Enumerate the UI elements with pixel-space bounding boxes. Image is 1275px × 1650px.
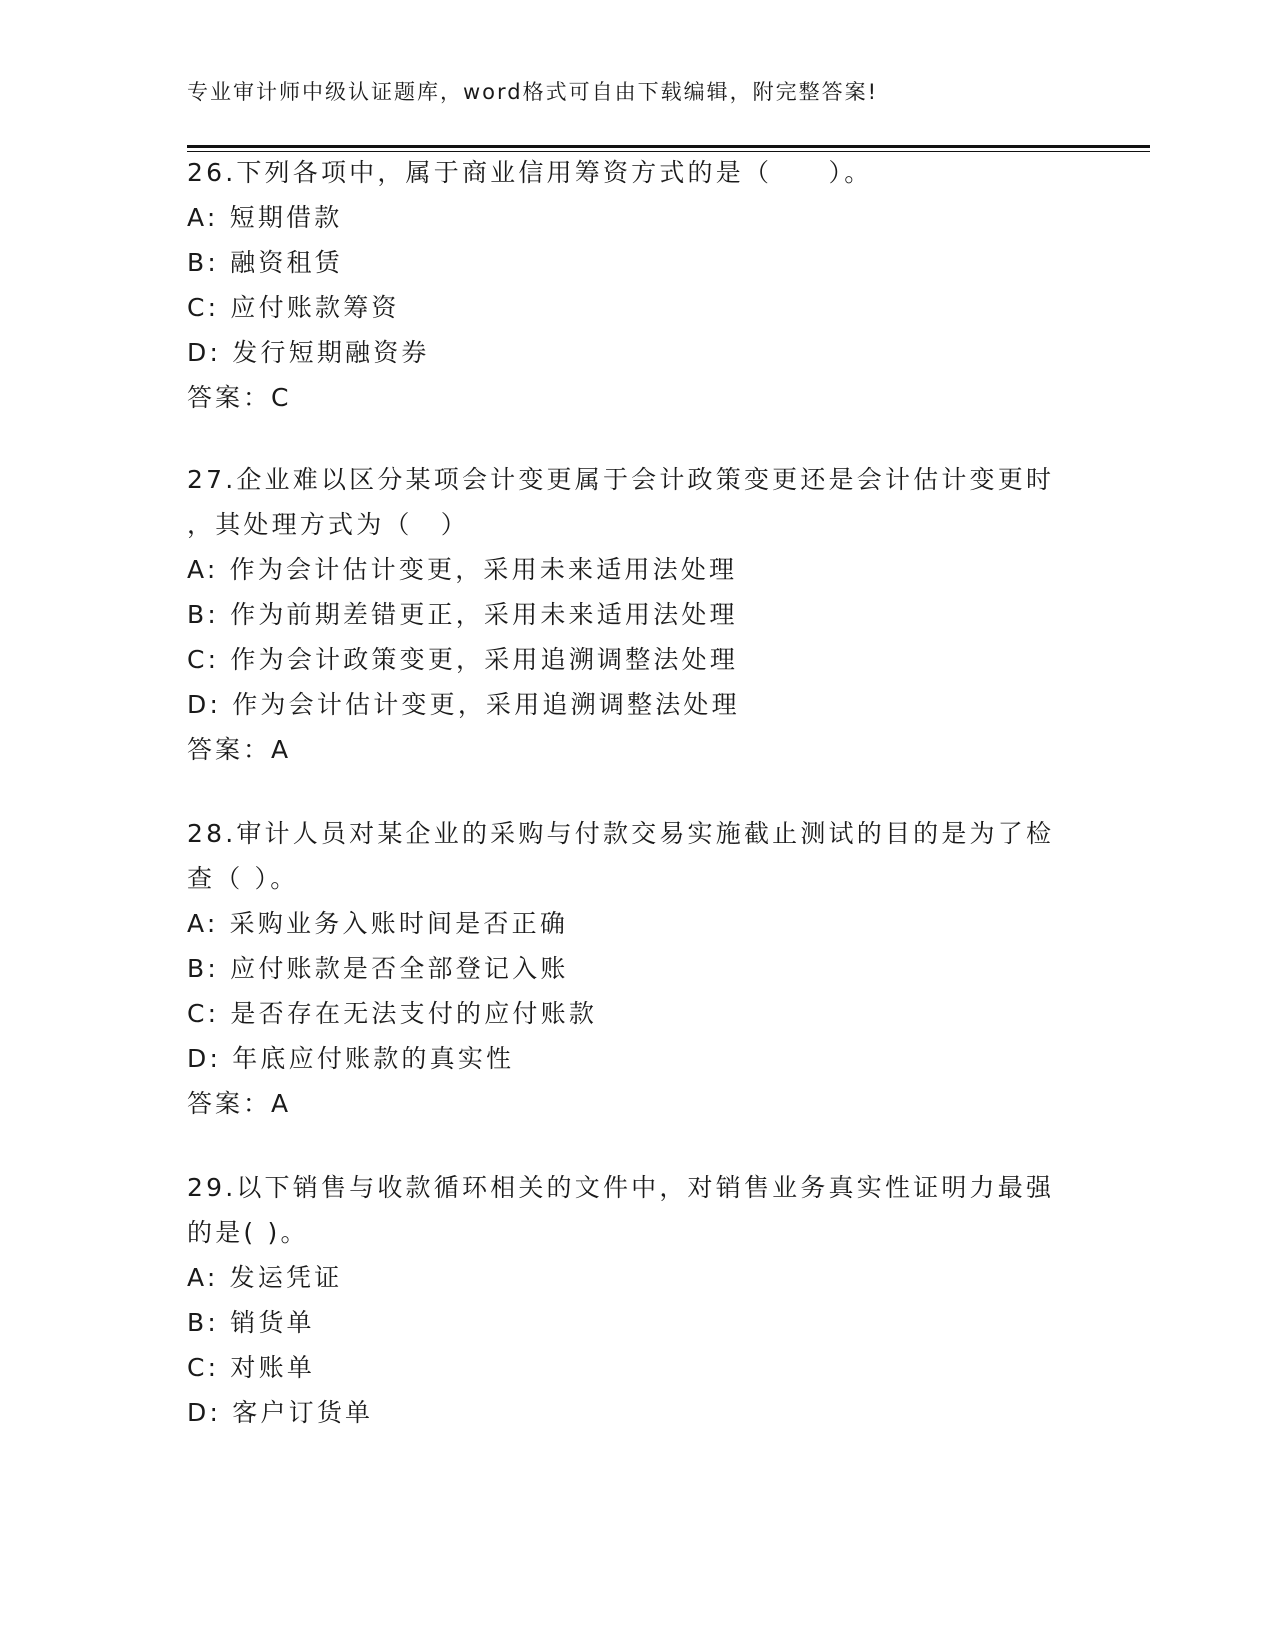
answer-line xyxy=(187,727,1087,773)
option-d: D: 客户订货单 xyxy=(187,1398,374,1427)
answer-label: 答案： xyxy=(187,1089,272,1118)
option-a: A: 短期借款 xyxy=(187,203,343,232)
question-stem-line: 29.以下销售与收款循环相关的文件中，对销售业务真实性证明力最强 xyxy=(187,1173,1055,1202)
option-a: A: 采购业务入账时间是否正确 xyxy=(187,909,569,938)
option-c: C: 对账单 xyxy=(187,1353,316,1382)
page-header: 专业审计师中级认证题库，word格式可自由下载编辑，附完整答案! xyxy=(187,80,879,104)
question-stem-line: 查（ ）。 xyxy=(187,864,299,893)
answer-label: 答案： xyxy=(187,735,272,764)
header-rule-thick xyxy=(187,145,1150,148)
question-stem-line: 27.企业难以区分某项会计变更属于会计政策变更还是会计估计变更时 xyxy=(187,465,1055,494)
question-stem-line: ，其处理方式为（ ） xyxy=(187,510,470,539)
option-d: D: 发行短期融资券 xyxy=(187,338,430,367)
question-stem-line: 26.下列各项中，属于商业信用筹资方式的是（ ）。 xyxy=(187,158,873,187)
option-b: B: 融资租赁 xyxy=(187,248,343,277)
answer-value: A xyxy=(271,1089,290,1118)
answer-label: 答案： xyxy=(187,383,272,412)
option-c: C: 作为会计政策变更，采用追溯调整法处理 xyxy=(187,645,739,674)
answer-value: A xyxy=(271,735,290,764)
answer-value: C xyxy=(271,383,290,412)
question-stem-line: 28.审计人员对某企业的采购与付款交易实施截止测试的目的是为了检 xyxy=(187,819,1055,848)
option-c: C: 是否存在无法支付的应付账款 xyxy=(187,999,598,1028)
option-d: D: 年底应付账款的真实性 xyxy=(187,1044,515,1073)
option-a: A: 发运凭证 xyxy=(187,1263,343,1292)
option-b: B: 销货单 xyxy=(187,1308,315,1337)
option-a: A: 作为会计估计变更，采用未来适用法处理 xyxy=(187,555,738,584)
question-26 xyxy=(187,150,1087,421)
question-27 xyxy=(187,457,1087,773)
question-28 xyxy=(187,811,1087,1127)
answer-line xyxy=(187,375,1087,421)
option-b: B: 作为前期差错更正，采用未来适用法处理 xyxy=(187,600,738,629)
question-29 xyxy=(187,1165,1087,1435)
option-b: B: 应付账款是否全部登记入账 xyxy=(187,954,569,983)
option-c: C: 应付账款筹资 xyxy=(187,293,400,322)
answer-line xyxy=(187,1081,1087,1127)
option-d: D: 作为会计估计变更，采用追溯调整法处理 xyxy=(187,690,740,719)
question-stem-line: 的是( )。 xyxy=(187,1218,309,1247)
